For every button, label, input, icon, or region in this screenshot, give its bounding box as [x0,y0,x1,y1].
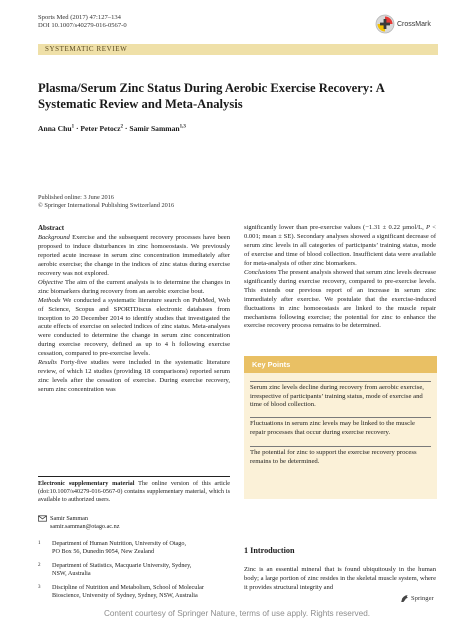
affiliation-line: Department of Statistics, Macquarie University, Sydney, [52,562,192,569]
doi-line: DOI 10.1007/s40279-016-0567-0 [38,22,127,30]
introduction-heading: 1 Introduction [244,546,295,555]
key-points-title: Key Points [252,360,291,369]
author-name[interactable]: Anna Chu [38,124,72,133]
abstract-results-text: Forty-five studies were included in the systematic literature review, of which 12 studies (providing 18 comparisons) reported serum zinc levels after the cessation of exercise. During exercise recovery, serum zinc concentration was [38,359,230,394]
abstract-right-column [244,224,436,331]
crossmark-icon [375,14,395,34]
author-name[interactable]: Samir Samman [129,124,180,133]
abstract-label: Objective [38,278,64,286]
key-point-item: Fluctuations in serum zinc levels may be linked to the muscle repair processes that occur during exercise recovery. [250,417,431,437]
affiliation-number: 3 [38,585,41,590]
key-point-item: Serum zinc levels decline during recovery from aerobic exercise, irrespective of participants’ training status, mode of exercise and time of blood collection. [250,381,431,410]
abstract-label: Results [38,359,57,367]
introduction-text: Zinc is an essential mineral that is found ubiquitously in the human body; a large portion of zinc resides in the skeletal muscle system, where it provides structural integrity and [244,566,436,591]
journal-citation [38,14,127,30]
author-list [38,124,186,133]
affiliation-line: Department of Human Nutrition, University of Otago, [52,540,187,547]
springer-logo [400,594,434,603]
abstract-label: Methods [38,296,61,304]
copyright-line: © Springer International Publishing Switzerland 2016 [38,202,175,210]
abstract-objective-text: The aim of the current analysis is to determine the changes in zinc biomarkers during recovery from an aerobic exercise bout. [38,278,230,295]
affiliation-number: 2 [38,563,41,568]
affiliation-line: PO Box 56, Dunedin 9054, New Zealand [52,548,155,555]
author-separator: · [123,124,130,133]
esm-text: The online version of this article (doi:10.1007/s40279-016-0567-0) contains supplementary material, which is available to authorized users. [38,480,230,503]
affiliation-line: Discipline of Nutrition and Metabolism, School of Molecular [52,584,204,591]
esm-label: Electronic supplementary material [38,480,135,487]
abstract-methods-text: We conducted a systematic literature search on PubMed, Web of Science, Scopus and SPORTDiscus electronic databases from inception to 20 December 2014 to identify studies that investigated the acute effects of exercise on selected indices of zinc status. Meta-analyses were conducted to determine the change in serum zinc concentration during exercise recovery, defined as up to 4 h following exercise cessation, compared to pre-exercise levels. [38,296,230,358]
supplementary-note [38,476,230,504]
springer-horse-icon [400,594,409,603]
author-affiliation-sup: 1 [71,124,75,130]
crossmark-badge[interactable] [375,14,431,34]
section-label: SYSTEMATIC REVIEW [45,45,128,53]
journal-line: Sports Med (2017) 47:127–134 [38,14,121,21]
published-date: Published online: 3 June 2016 [38,194,114,201]
crossmark-label: CrossMark [397,20,431,28]
key-points-header [244,356,437,373]
abstract-conclusions-text: The present analysis showed that serum zinc levels decrease significantly during exercise recovery, compared to pre-exercise levels. This extends our previous report of an increase in serum zinc immediately after exercise. We postulate that the exercise-induced fluctuations in zinc homoeostasis are linked to the muscle repair mechanisms following exercise; the potential for zinc to enhance the exercise recovery process remains to be determined. [244,268,436,330]
abstract-results-continued: significantly lower than pre-exercise values (−1.31 ± 0.22 µmol/L, [244,224,427,231]
author-affiliation-sup: 1,3 [179,124,186,130]
key-point-item: The potential for zinc to support the exercise recovery process remains to be determined. [250,446,431,466]
affiliation [38,584,238,600]
publication-info [38,194,174,211]
affiliation [38,540,238,556]
affiliation-line: NSW, Australia [52,570,91,577]
affiliation [38,562,238,578]
publisher-name: Springer [411,595,434,602]
key-points-box [244,356,437,499]
article-title: Plasma/Serum Zinc Status During Aerobic Exercise Recovery: A Systematic Review and Meta-Analysis [38,81,385,111]
contact-email[interactable]: samir.samman@otago.ac.nz [50,523,120,530]
contact-name: Samir Samman [50,515,88,522]
abstract-results-continued: < 0.001; mean ± SE). Secondary analyses showed a significant decrease of serum zinc levels in all categories of participants’ training status, mode of exercise and time of blood collection. Insufficient data were available for meta-analysis of other zinc biomarkers. [244,224,436,267]
abstract-heading: Abstract [38,224,65,232]
abstract-label: Background [38,233,70,241]
author-affiliation-sup: 2 [120,124,124,130]
affiliation-line: Bioscience, University of Sydney, Sydney, NSW, Australia [52,592,198,599]
corresponding-author [38,515,119,531]
p-value-symbol: P [426,224,431,231]
footer-credit: Content courtesy of Springer Nature, terms of use apply. Rights reserved. [103,609,371,618]
abstract-label: Conclusions [244,268,277,276]
envelope-icon [38,515,47,522]
abstract-left-column [38,224,230,395]
author-name[interactable]: Peter Petocz [80,124,121,133]
affiliation-number: 1 [38,541,41,546]
author-separator: · [74,124,81,133]
abstract-background-text: Exercise and the subsequent recovery processes have been proposed to induce disturbances in zinc homoeostasis. We previously reported acute increase in serum zinc concentration immediately after aerobic exercise; the change in the indices of zinc status during exercise recovery was not explored. [38,233,230,277]
section-bar [38,44,438,55]
